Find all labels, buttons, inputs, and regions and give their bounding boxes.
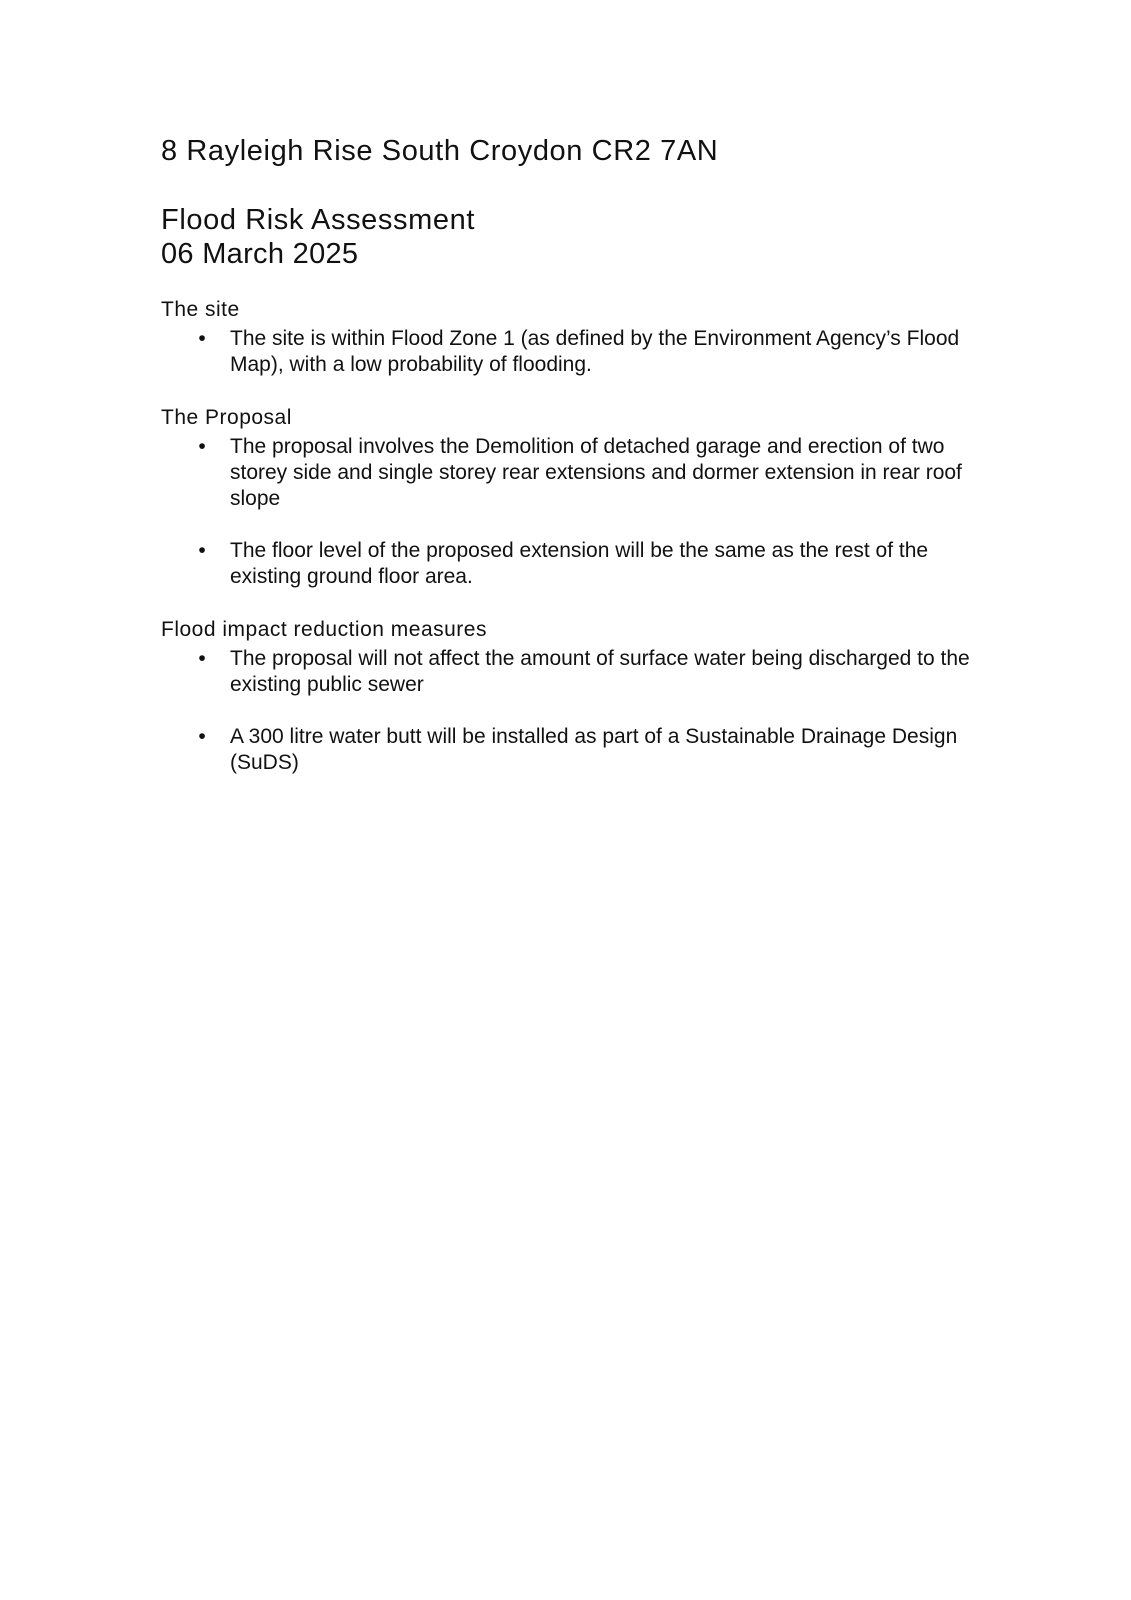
section-the-proposal xyxy=(161,405,981,590)
document-date: 06 March 2025 xyxy=(161,238,359,270)
section-heading: The site xyxy=(161,298,240,321)
bullet-icon: • xyxy=(198,647,206,670)
site-address: 8 Rayleigh Rise South Croydon CR2 7AN xyxy=(161,135,719,167)
bullet-list xyxy=(161,434,981,590)
list-item xyxy=(161,326,981,378)
document-title: Flood Risk Assessment xyxy=(161,204,475,236)
bullet-icon: • xyxy=(198,725,206,748)
bullet-list xyxy=(161,326,981,378)
bullet-text: The floor level of the proposed extension will be the same as the rest of the existing ground floor area. xyxy=(230,539,929,588)
section-flood-impact-reduction xyxy=(161,617,981,776)
list-item xyxy=(161,538,981,590)
bullet-icon: • xyxy=(198,539,206,562)
bullet-text: The site is within Flood Zone 1 (as defined by the Environment Agency’s Flood Map), with a low probability of flooding. xyxy=(230,327,960,376)
bullet-list xyxy=(161,646,981,776)
bullet-text: The proposal will not affect the amount of surface water being discharged to the existing public sewer xyxy=(230,647,970,696)
bullet-text: The proposal involves the Demolition of detached garage and erection of two storey side and single storey rear extensions and dormer extension in rear roof slope xyxy=(230,435,962,510)
list-item xyxy=(161,646,981,698)
bullet-icon: • xyxy=(198,327,206,350)
bullet-text: A 300 litre water butt will be installed as part of a Sustainable Drainage Design (SuDS) xyxy=(230,725,958,774)
bullet-icon: • xyxy=(198,435,206,458)
section-heading: Flood impact reduction measures xyxy=(161,618,487,641)
document-page xyxy=(161,134,981,776)
list-item xyxy=(161,434,981,512)
list-item xyxy=(161,724,981,776)
section-heading: The Proposal xyxy=(161,406,292,429)
section-the-site xyxy=(161,297,981,378)
